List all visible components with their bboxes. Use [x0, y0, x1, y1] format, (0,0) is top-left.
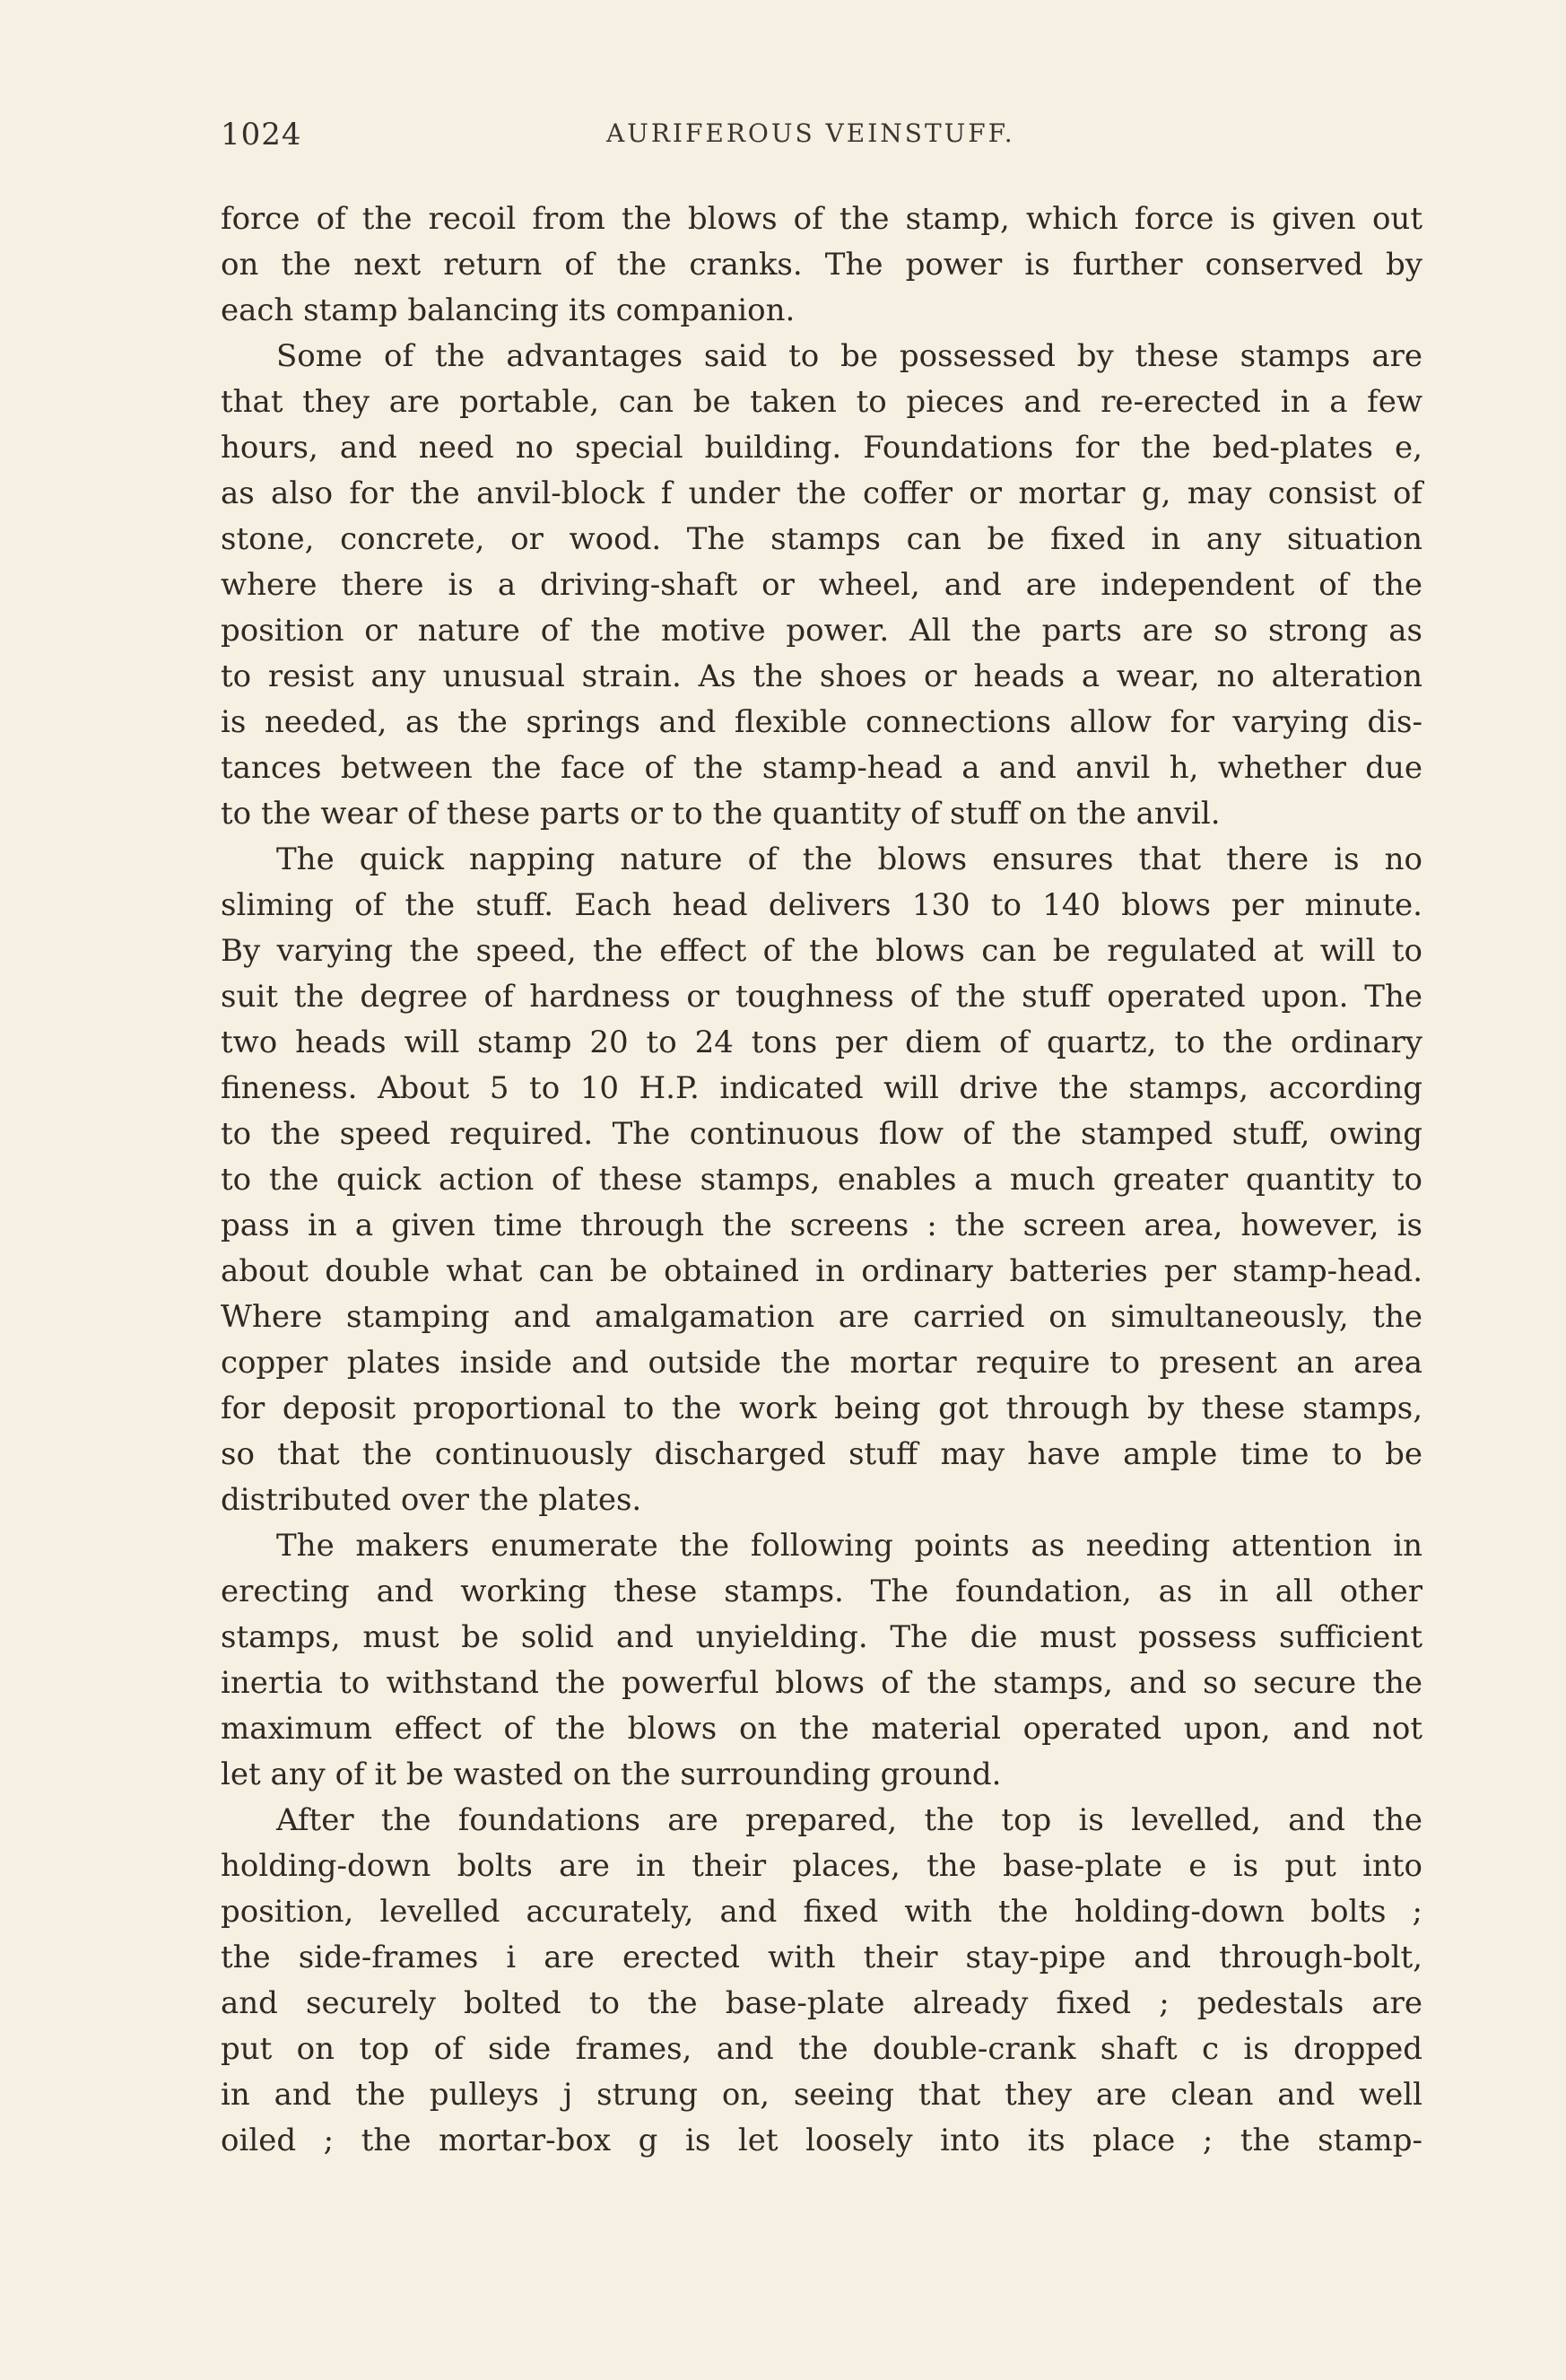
text-line: two heads will stamp 20 to 24 tons per diem of quartz, to the ordinary [221, 1024, 1422, 1060]
text-line: pass in a given time through the screens : the screen area, however, is [221, 1207, 1422, 1243]
text-line: and securely bolted to the base-plate already fixed ; pedestals are [221, 1985, 1422, 2021]
text-line: in and the pulleys j strung on, seeing that they are clean and well [221, 2077, 1422, 2113]
paragraph-first-line: The makers enumerate the following points as needing attention in [276, 1528, 1422, 1564]
body-text [221, 196, 1422, 2164]
running-title: AURIFEROUS VEINSTUFF. [606, 118, 1015, 148]
text-line: fineness. About 5 to 10 H.P. indicated will drive the stamps, according [221, 1070, 1422, 1106]
text-line: tances between the face of the stamp-head a and anvil h, whether due [221, 750, 1422, 786]
text-line: put on top of side frames, and the double-crank shaft c is dropped [221, 2031, 1422, 2067]
paragraph-first-line: After the foundations are prepared, the top is levelled, and the [276, 1802, 1422, 1838]
running-head [221, 117, 1422, 160]
text-line: maximum effect of the blows on the material operated upon, and not [221, 1711, 1422, 1747]
text-line: to the speed required. The continuous flow of the stamped stuff, owing [221, 1116, 1422, 1152]
page-number: 1024 [221, 117, 302, 153]
text-line: position, levelled accurately, and fixed with the holding-down bolts ; [221, 1894, 1422, 1930]
text-line: that they are portable, can be taken to pieces and re-erected in a few [221, 384, 1422, 420]
text-line: so that the continuously discharged stuff may have ample time to be [221, 1436, 1422, 1472]
text-line: on the next return of the cranks. The power is further conserved by [221, 247, 1422, 283]
text-line: By varying the speed, the effect of the blows can be regulated at will to [221, 933, 1422, 969]
text-line: inertia to withstand the powerful blows of the stamps, and so secure the [221, 1665, 1422, 1701]
text-line: suit the degree of hardness or toughness of the stuff operated upon. The [221, 979, 1422, 1015]
text-line: for deposit proportional to the work being got through by these stamps, [221, 1391, 1422, 1426]
text-line: copper plates inside and outside the mortar require to present an area [221, 1345, 1422, 1381]
text-line: to the wear of these parts or to the quantity of stuff on the anvil. [221, 796, 1221, 832]
text-line: position or nature of the motive power. All the parts are so strong as [221, 613, 1422, 649]
text-line: is needed, as the springs and flexible connections allow for varying dis- [221, 704, 1422, 740]
text-line: hours, and need no special building. Foundations for the bed-plates e, [221, 430, 1422, 466]
text-line: sliming of the stuff. Each head delivers 130 to 140 blows per minute. [221, 887, 1422, 923]
text-line: each stamp balancing its companion. [221, 292, 796, 328]
text-line: erecting and working these stamps. The foundation, as in all other [221, 1574, 1422, 1609]
text-line: as also for the anvil-block f under the coffer or mortar g, may consist of [221, 475, 1422, 511]
text-line: to the quick action of these stamps, enables a much greater quantity to [221, 1162, 1422, 1198]
text-line: where there is a driving-shaft or wheel, and are independent of the [221, 567, 1422, 603]
text-line: oiled ; the mortar-box g is let loosely into its place ; the stamp- [221, 2123, 1422, 2158]
text-line: to resist any unusual strain. As the shoes or heads a wear, no alteration [221, 658, 1422, 694]
text-line: stone, concrete, or wood. The stamps can be fixed in any situation [221, 521, 1422, 557]
text-line: force of the recoil from the blows of the stamp, which force is given out [221, 201, 1422, 237]
text-line: about double what can be obtained in ordinary batteries per stamp-head. [221, 1253, 1422, 1289]
text-line: Where stamping and amalgamation are carried on simultaneously, the [221, 1299, 1422, 1335]
text-line: distributed over the plates. [221, 1482, 642, 1518]
paragraph-first-line: Some of the advantages said to be possessed by these stamps are [276, 338, 1422, 374]
text-line: stamps, must be solid and unyielding. The die must possess sufficient [221, 1619, 1422, 1655]
paragraph-first-line: The quick napping nature of the blows ensures that there is no [276, 841, 1422, 877]
text-line: the side-frames i are erected with their stay-pipe and through-bolt, [221, 1940, 1422, 1975]
text-line: holding-down bolts are in their places, the base-plate e is put into [221, 1848, 1422, 1884]
text-line: let any of it be wasted on the surrounding ground. [221, 1757, 1002, 1792]
